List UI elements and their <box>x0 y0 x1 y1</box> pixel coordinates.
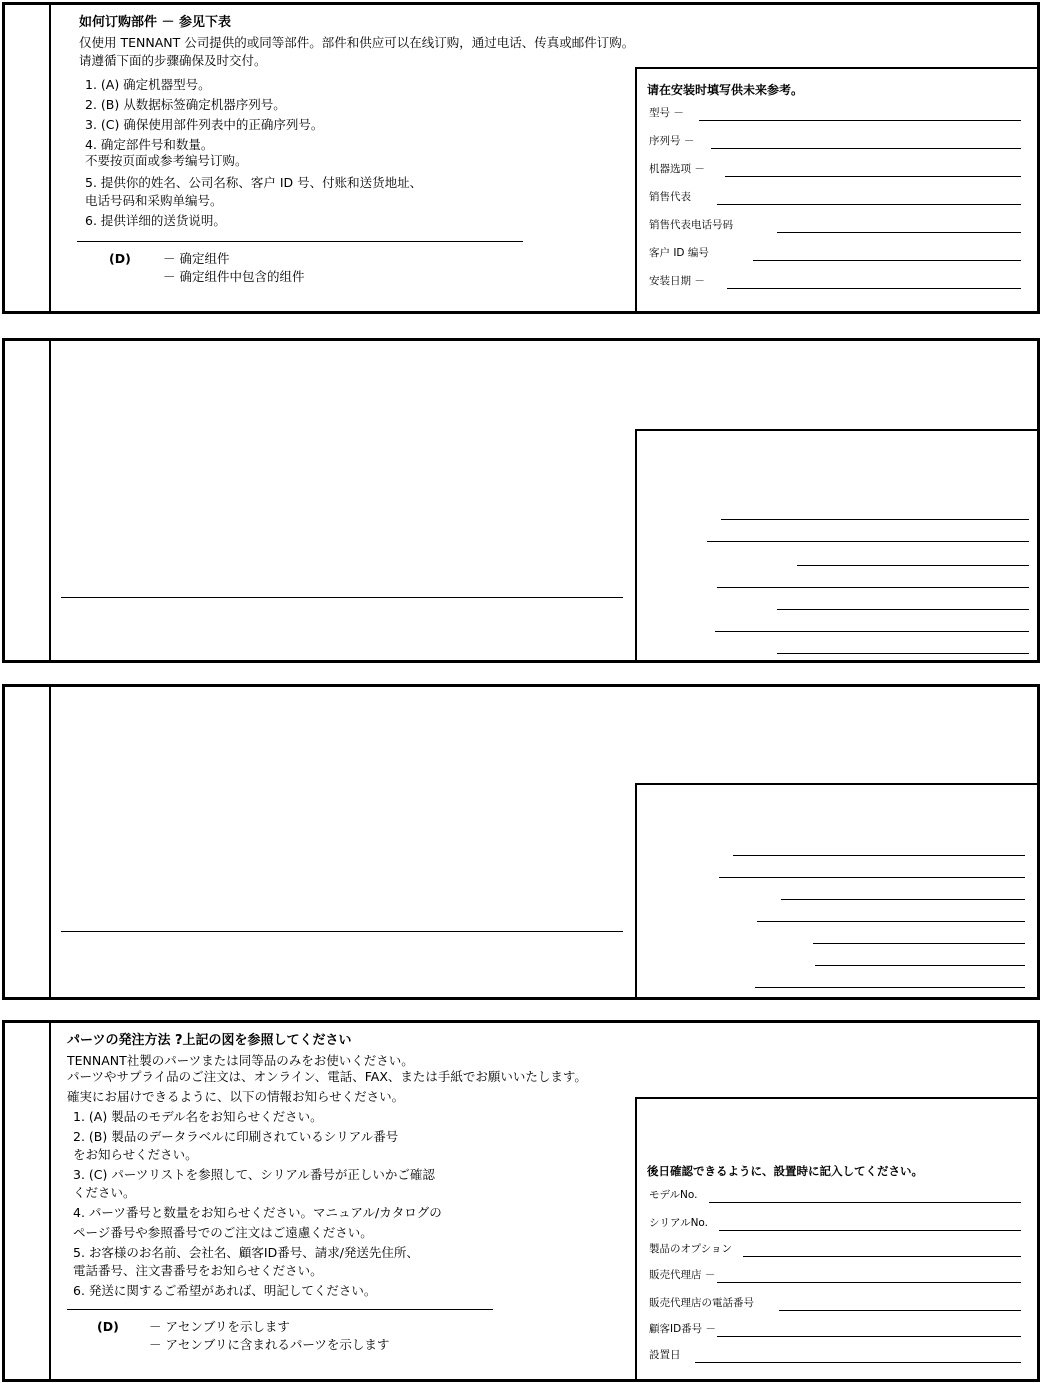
field-label: 安装日期 － <box>649 275 705 287</box>
field-line <box>717 204 1021 205</box>
zh-field-options[interactable] <box>649 161 1021 179</box>
ja-step: 4. パーツ番号と数量をお知らせください。マニュアル/カタログの <box>73 1205 442 1220</box>
field-label: 製品のオプション <box>649 1243 733 1255</box>
zh-step: 6. 提供详细的送货说明。 <box>85 213 226 228</box>
zh-record-box <box>635 67 1037 311</box>
zh-step: 3. (C) 确保使用部件列表中的正确序列号。 <box>85 117 324 132</box>
ja-title: パーツの発注方法 ?上記の図を参照してください <box>67 1033 352 1048</box>
panel-gutter <box>49 5 51 311</box>
ja-step: 3. (C) パーツリストを参照して、シリアル番号が正しいかご確認 <box>73 1167 435 1182</box>
blank-divider <box>61 597 623 598</box>
zh-field-sales-rep[interactable] <box>649 189 1021 207</box>
field-label: 客户 ID 编号 <box>649 247 709 259</box>
blank-line <box>707 541 1029 542</box>
blank-line <box>815 965 1025 966</box>
field-label: 販売代理店 － <box>649 1269 716 1281</box>
panel-gutter <box>49 341 51 660</box>
blank-line <box>717 587 1029 588</box>
ja-record-box <box>635 1097 1037 1379</box>
panel-japanese <box>2 1020 1040 1382</box>
field-line <box>709 1202 1021 1203</box>
field-label: 机器选项 － <box>649 163 705 175</box>
zh-intro-1: 仅使用 TENNANT 公司提供的或同等部件。部件和供应可以在线订购，通过电话、传真或邮件订购。 <box>79 35 635 50</box>
field-label: 销售代表 <box>649 191 691 203</box>
field-label: 型号 － <box>649 107 684 119</box>
ja-legend-mark: (D) <box>97 1319 119 1334</box>
zh-title: 如何订购部件 － 参见下表 <box>79 15 232 30</box>
field-line <box>717 1336 1021 1337</box>
ja-legend-2: － アセンブリに含まれるパーツを示します <box>149 1337 390 1352</box>
field-label: シリアルNo. <box>649 1217 709 1229</box>
panel-blank-1 <box>2 338 1040 663</box>
blank-line <box>777 653 1029 654</box>
field-line <box>727 288 1021 289</box>
field-line <box>695 1362 1021 1363</box>
field-line <box>725 176 1021 177</box>
blank-line <box>733 855 1025 856</box>
blank-line <box>813 943 1025 944</box>
field-label: モデルNo. <box>649 1189 698 1201</box>
zh-divider <box>77 241 523 242</box>
blank-line <box>715 631 1029 632</box>
zh-record-title: 请在安装时填写供未来参考。 <box>647 83 804 97</box>
ja-intro-1: TENNANT社製のパーツまたは同等品のみをお使いください。 <box>67 1053 414 1068</box>
ja-field-options[interactable] <box>649 1241 1021 1259</box>
ja-step: をお知らせください。 <box>73 1147 198 1162</box>
panel-gutter <box>49 687 51 997</box>
field-line <box>717 1282 1021 1283</box>
field-line <box>711 148 1021 149</box>
blank-line <box>721 519 1029 520</box>
ja-field-dealer[interactable] <box>649 1267 1021 1285</box>
zh-legend-1: － 确定组件 <box>163 251 230 266</box>
panel-blank-2 <box>2 684 1040 1000</box>
blank-line <box>755 987 1025 988</box>
field-label: 設置日 <box>649 1349 681 1361</box>
blank-line <box>757 921 1025 922</box>
zh-step: 电话号码和采购单编号。 <box>85 193 223 208</box>
ja-legend-1: － アセンブリを示します <box>149 1319 290 1334</box>
panel-chinese <box>2 2 1040 314</box>
blank-record-box <box>635 783 1037 997</box>
blank-divider <box>61 931 623 932</box>
blank-line <box>777 609 1029 610</box>
ja-field-install-date[interactable] <box>649 1347 1021 1365</box>
ja-step: 電話番号、注文書番号をお知らせください。 <box>73 1263 323 1278</box>
ja-step: 5. お客様のお名前、会社名、顧客ID番号、請求/発送先住所、 <box>73 1245 419 1260</box>
ja-field-customer-id[interactable] <box>649 1321 1021 1339</box>
ja-field-model[interactable] <box>649 1187 1021 1205</box>
ja-intro-2: パーツやサプライ品のご注文は、オンライン、電話、FAX、または手紙でお願いいたします。 <box>67 1069 587 1084</box>
blank-line <box>719 877 1025 878</box>
zh-intro-2: 请遵循下面的步骤确保及时交付。 <box>79 53 267 68</box>
ja-field-serial[interactable] <box>649 1215 1021 1233</box>
zh-step: 1. (A) 确定机器型号。 <box>85 77 211 92</box>
zh-field-customer-id[interactable] <box>649 245 1021 263</box>
field-line <box>779 1310 1021 1311</box>
field-line <box>753 260 1021 261</box>
ja-step: 2. (B) 製品のデータラベルに印刷されているシリアル番号 <box>73 1129 399 1144</box>
field-line <box>719 1230 1021 1231</box>
blank-line <box>797 565 1029 566</box>
ja-field-dealer-phone[interactable] <box>649 1295 1021 1313</box>
field-line <box>743 1256 1021 1257</box>
zh-field-install-date[interactable] <box>649 273 1021 291</box>
field-label: 序列号 － <box>649 135 695 147</box>
ja-step: ください。 <box>73 1185 136 1200</box>
blank-line <box>781 899 1025 900</box>
zh-field-model[interactable] <box>649 105 1021 123</box>
zh-legend-mark: (D) <box>109 251 131 266</box>
field-label: 销售代表电话号码 <box>649 219 733 231</box>
ja-step: ページ番号や参照番号でのご注文はご遠慮ください。 <box>73 1225 373 1240</box>
field-line <box>699 120 1021 121</box>
blank-record-box <box>635 429 1037 660</box>
ja-divider <box>67 1309 493 1310</box>
ja-intro-3: 確実にお届けできるように、以下の情報お知らせください。 <box>67 1089 405 1104</box>
field-line <box>777 232 1021 233</box>
zh-step: 2. (B) 从数据标签确定机器序列号。 <box>85 97 286 112</box>
ja-step: 1. (A) 製品のモデル名をお知らせください。 <box>73 1109 323 1124</box>
panel-gutter <box>49 1023 51 1379</box>
zh-field-sales-rep-phone[interactable] <box>649 217 1021 235</box>
zh-step: 4. 确定部件号和数量。 <box>85 137 214 152</box>
zh-step: 5. 提供你的姓名、公司名称、客户 ID 号、付账和送货地址、 <box>85 175 423 190</box>
zh-field-serial[interactable] <box>649 133 1021 151</box>
field-label: 販売代理店の電話番号 <box>649 1297 754 1309</box>
field-label: 顧客ID番号 － <box>649 1323 717 1335</box>
zh-legend-2: － 确定组件中包含的组件 <box>163 269 305 284</box>
ja-record-title: 後日確認できるように、設置時に記入してください。 <box>647 1164 923 1178</box>
ja-step: 6. 発送に関するご希望があれば、明記してください。 <box>73 1283 377 1298</box>
zh-step: 不要按页面或参考编号订购。 <box>85 153 248 168</box>
